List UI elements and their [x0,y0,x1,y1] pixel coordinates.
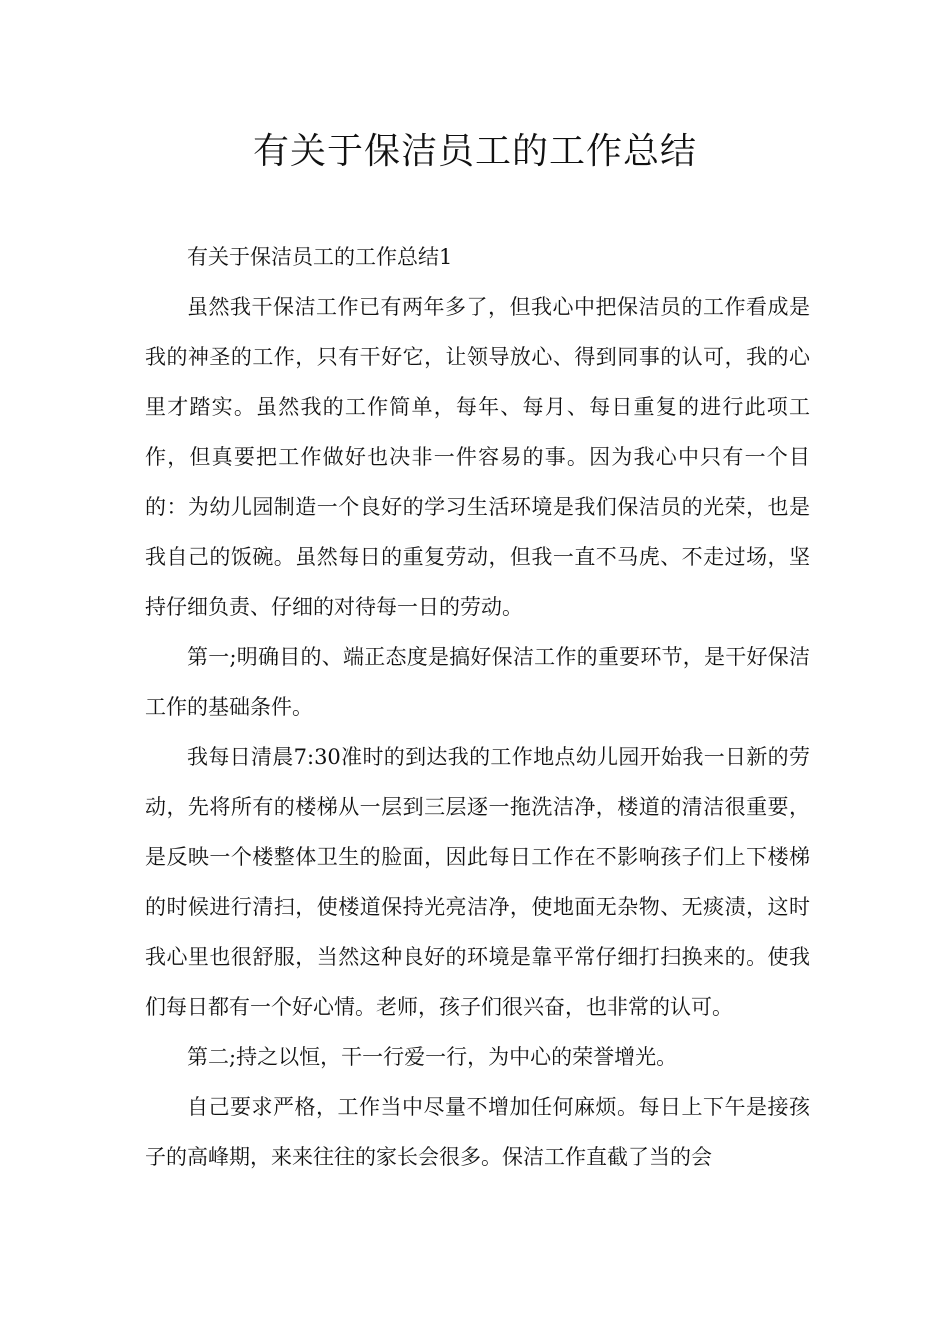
section-heading: 有关于保洁员工的工作总结1 [187,245,453,269]
document-body [145,232,810,1182]
body-paragraph: 自己要求严格，工作当中尽量不增加任何麻烦。每日上下午是接孩子的高峰期，来来往往的家长会很多。保洁工作直截了当的会 [145,1095,810,1169]
body-paragraph: 第二;持之以恒，干一行爱一行，为中心的荣誉增光。 [187,1045,678,1069]
body-paragraph: 第一;明确目的、端正态度是搞好保洁工作的重要环节，是干好保洁工作的基础条件。 [145,645,810,719]
document-title: 有关于保洁员工的工作总结 [252,131,697,172]
body-paragraph: 我每日清晨7:30准时的到达我的工作地点幼儿园开始我一日新的劳动，先将所有的楼梯从一层到三层逐一拖洗洁净，楼道的清洁很重要，是反映一个楼整体卫生的脸面，因此每日工作在不影响孩子们上下楼梯的时候进行清扫，使楼道保持光亮洁净，使地面无杂物、无痰渍，这时我心里也很舒服，当然这种良好的环境是靠平常仔细打扫换来的。使我们每日都有一个好心情。老师，孩子们很兴奋，也非常的认可。 [145,745,810,1019]
body-paragraph: 虽然我干保洁工作已有两年多了，但我心中把保洁员的工作看成是我的神圣的工作，只有干好它，让领导放心、得到同事的认可，我的心里才踏实。虽然我的工作简单，每年、每月、每日重复的进行此项工作，但真要把工作做好也决非一件容易的事。因为我心中只有一个目的：为幼儿园制造一个良好的学习生活环境是我们保洁员的光荣，也是我自己的饭碗。虽然每日的重复劳动，但我一直不马虎、不走过场，坚持仔细负责、仔细的对待每一日的劳动。 [145,295,810,619]
